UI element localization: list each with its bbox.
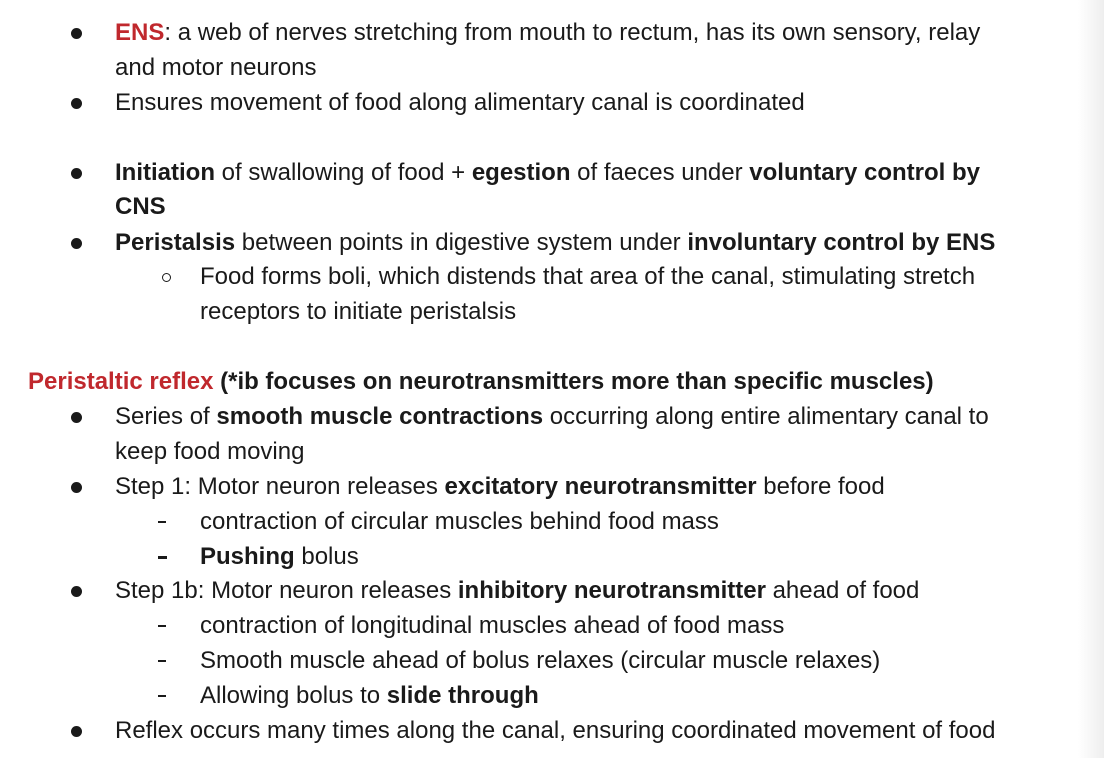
list-item-peristalsis: Peristalsis between points in digestive system under involuntary control by ENS [115,229,996,256]
bullet-dot-icon [71,28,82,39]
sub-item-circular: contraction of circular muscles behind food mass [200,508,719,535]
page-edge-shadow [1078,0,1104,758]
list-item-reflex: Reflex occurs many times along the canal, ensuring coordinated movement of food [115,717,996,744]
bullet-dot-icon [71,482,82,493]
bullet-dash-icon [158,556,167,559]
sub-item-boli: Food forms boli, which distends that area of the canal, stimulating stretch [200,263,976,290]
sub-item-pushing: Pushing bolus [200,543,359,570]
list-item-ens: ENS: a web of nerves stretching from mouth to rectum, has its own sensory, relay [115,19,981,46]
list-item-ens-cont: and motor neurons [115,54,317,81]
bullet-dot-icon [71,412,82,423]
bullet-dash-icon [158,660,166,662]
bullet-dash-icon [158,521,166,523]
bullet-dot-icon [71,98,82,109]
sub-item-relaxes: Smooth muscle ahead of bolus relaxes (circular muscle relaxes) [200,647,881,674]
bullet-dot-icon [71,238,82,249]
sub-item-boli-cont: receptors to initiate peristalsis [200,298,517,325]
list-item-series: Series of smooth muscle contractions occurring along entire alimentary canal to [115,403,989,430]
term-ens: ENS [115,19,165,46]
bullet-circle-icon [162,273,171,282]
list-item-coordination: Ensures movement of food along alimentary canal is coordinated [115,89,805,116]
bullet-dot-icon [71,726,82,737]
sub-item-slide: Allowing bolus to slide through [200,682,539,709]
bullet-dash-icon [158,625,166,627]
list-item-step1: Step 1: Motor neuron releases excitatory neurotransmitter before food [115,473,885,500]
list-item-step1b: Step 1b: Motor neuron releases inhibitory neurotransmitter ahead of food [115,577,920,604]
bullet-dot-icon [71,168,82,179]
bullet-dash-icon [158,695,166,697]
list-item-initiation-cont: CNS [115,193,166,220]
list-item-initiation: Initiation of swallowing of food + egestion of faeces under voluntary control by [115,159,980,186]
list-item-series-cont: keep food moving [115,438,305,465]
section-heading: Peristaltic reflex (*ib focuses on neurotransmitters more than specific muscles) [28,368,934,395]
bullet-dot-icon [71,586,82,597]
sub-item-longitudinal: contraction of longitudinal muscles ahead of food mass [200,612,785,639]
